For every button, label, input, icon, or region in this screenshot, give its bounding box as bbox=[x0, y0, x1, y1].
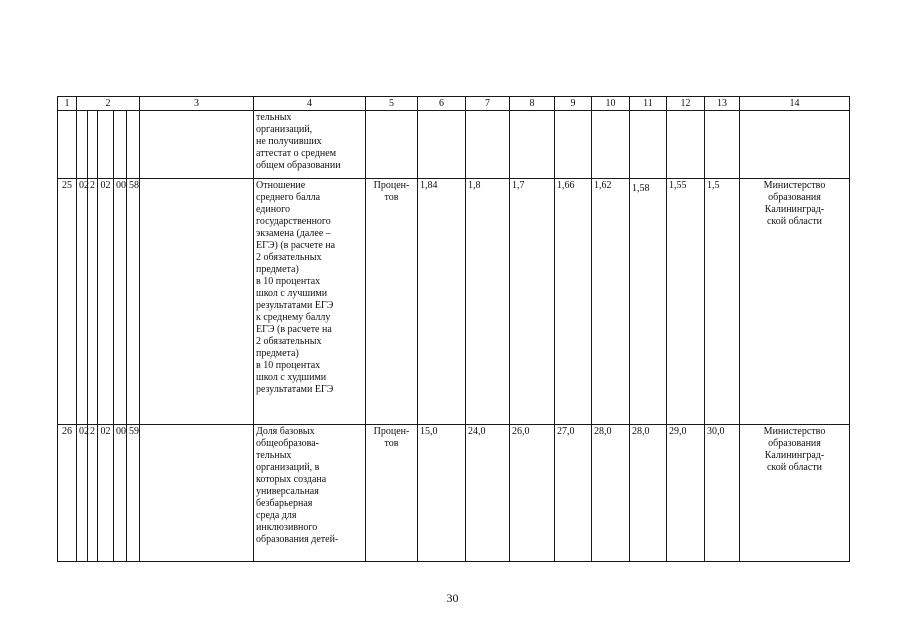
responsible-text: Министерство образования Калининград- ской области bbox=[763, 180, 826, 227]
code-cell: 02 bbox=[77, 179, 88, 425]
value-cell bbox=[510, 111, 555, 179]
code-cell: 26 bbox=[58, 425, 77, 562]
indicator-name bbox=[254, 179, 366, 425]
header-cell: 8 bbox=[510, 97, 555, 111]
header-cell: 12 bbox=[667, 97, 705, 111]
indicator-name bbox=[254, 425, 366, 562]
responsible-cell bbox=[740, 425, 850, 562]
indicators-table bbox=[57, 96, 850, 562]
value-cell: 1,58 bbox=[630, 179, 667, 425]
code-cell: 58 bbox=[127, 179, 140, 425]
unit-text: Процен- тов bbox=[373, 426, 410, 449]
value-cell: 1,8 bbox=[466, 179, 510, 425]
table-row-continuation bbox=[58, 111, 850, 179]
table-row bbox=[58, 425, 850, 562]
responsible-text: Министерство образования Калининград- ской области bbox=[763, 426, 826, 473]
value-cell: 1,66 bbox=[555, 179, 592, 425]
code-cell: 25 bbox=[58, 179, 77, 425]
value-cell: 1,84 bbox=[418, 179, 466, 425]
header-cell: 6 bbox=[418, 97, 466, 111]
value-cell bbox=[667, 111, 705, 179]
header-cell: 5 bbox=[366, 97, 418, 111]
indicator-name-text: тельных организаций, не получивших аттестат о среднем общем образовании bbox=[256, 112, 341, 171]
header-row bbox=[58, 97, 850, 111]
value-cell bbox=[418, 111, 466, 179]
responsible-cell bbox=[740, 179, 850, 425]
code-cell: 00 bbox=[114, 425, 127, 562]
value-cell: 15,0 bbox=[418, 425, 466, 562]
header-cell: 1 bbox=[58, 97, 77, 111]
indicator-name-text: Доля базовых общеобразова- тельных организаций, в которых создана универсальная безбарьерная среда для инклюзивного образования детей- bbox=[256, 426, 339, 545]
code-cell: 02 bbox=[77, 425, 88, 562]
header-cell: 2 bbox=[77, 97, 140, 111]
code-cell bbox=[58, 111, 77, 179]
code-cell: 02 bbox=[98, 425, 114, 562]
indicator-name-text: Отношение среднего балла единого государственного экзамена (далее – ЕГЭ) (в расчете на 2 обязательных предмета) в 10 процентах школ с лучшими результатами ЕГЭ к среднему баллу ЕГЭ (в расчете на 2 обязательных предмета) в 10 процентах школ с худшими результатами ЕГЭ bbox=[256, 180, 336, 395]
unit-cell bbox=[366, 111, 418, 179]
col3-cell bbox=[140, 111, 254, 179]
unit-cell bbox=[366, 179, 418, 425]
code-cell bbox=[77, 111, 88, 179]
code-cell bbox=[98, 111, 114, 179]
header-cell: 4 bbox=[254, 97, 366, 111]
header-cell: 11 bbox=[630, 97, 667, 111]
value-cell: 29,0 bbox=[667, 425, 705, 562]
code-cell: 2 bbox=[88, 179, 98, 425]
value-cell bbox=[630, 111, 667, 179]
unit-text: Процен- тов bbox=[373, 180, 410, 203]
value-cell: 26,0 bbox=[510, 425, 555, 562]
code-cell bbox=[127, 111, 140, 179]
header-cell: 13 bbox=[705, 97, 740, 111]
code-cell: 00 bbox=[114, 179, 127, 425]
value-cell: 1,55 bbox=[667, 179, 705, 425]
col3-cell bbox=[140, 179, 254, 425]
unit-cell bbox=[366, 425, 418, 562]
header-cell: 9 bbox=[555, 97, 592, 111]
value-cell: 27,0 bbox=[555, 425, 592, 562]
value-cell bbox=[555, 111, 592, 179]
header-cell: 3 bbox=[140, 97, 254, 111]
table-row bbox=[58, 179, 850, 425]
value-cell bbox=[466, 111, 510, 179]
value-cell bbox=[705, 111, 740, 179]
header-cell: 14 bbox=[740, 97, 850, 111]
value-cell: 30,0 bbox=[705, 425, 740, 562]
code-cell bbox=[88, 111, 98, 179]
code-cell bbox=[114, 111, 127, 179]
code-cell: 2 bbox=[88, 425, 98, 562]
indicator-name bbox=[254, 111, 366, 179]
header-cell: 7 bbox=[466, 97, 510, 111]
responsible-cell bbox=[740, 111, 850, 179]
code-cell: 59 bbox=[127, 425, 140, 562]
value-cell: 28,0 bbox=[592, 425, 630, 562]
value-cell: 1,5 bbox=[705, 179, 740, 425]
value-cell bbox=[592, 111, 630, 179]
value-cell: 1,62 bbox=[592, 179, 630, 425]
code-cell: 02 bbox=[98, 179, 114, 425]
header-cell: 10 bbox=[592, 97, 630, 111]
value-cell: 1,7 bbox=[510, 179, 555, 425]
col3-cell bbox=[140, 425, 254, 562]
value-cell: 24,0 bbox=[466, 425, 510, 562]
page-number: 30 bbox=[446, 591, 459, 605]
value-cell: 28,0 bbox=[630, 425, 667, 562]
